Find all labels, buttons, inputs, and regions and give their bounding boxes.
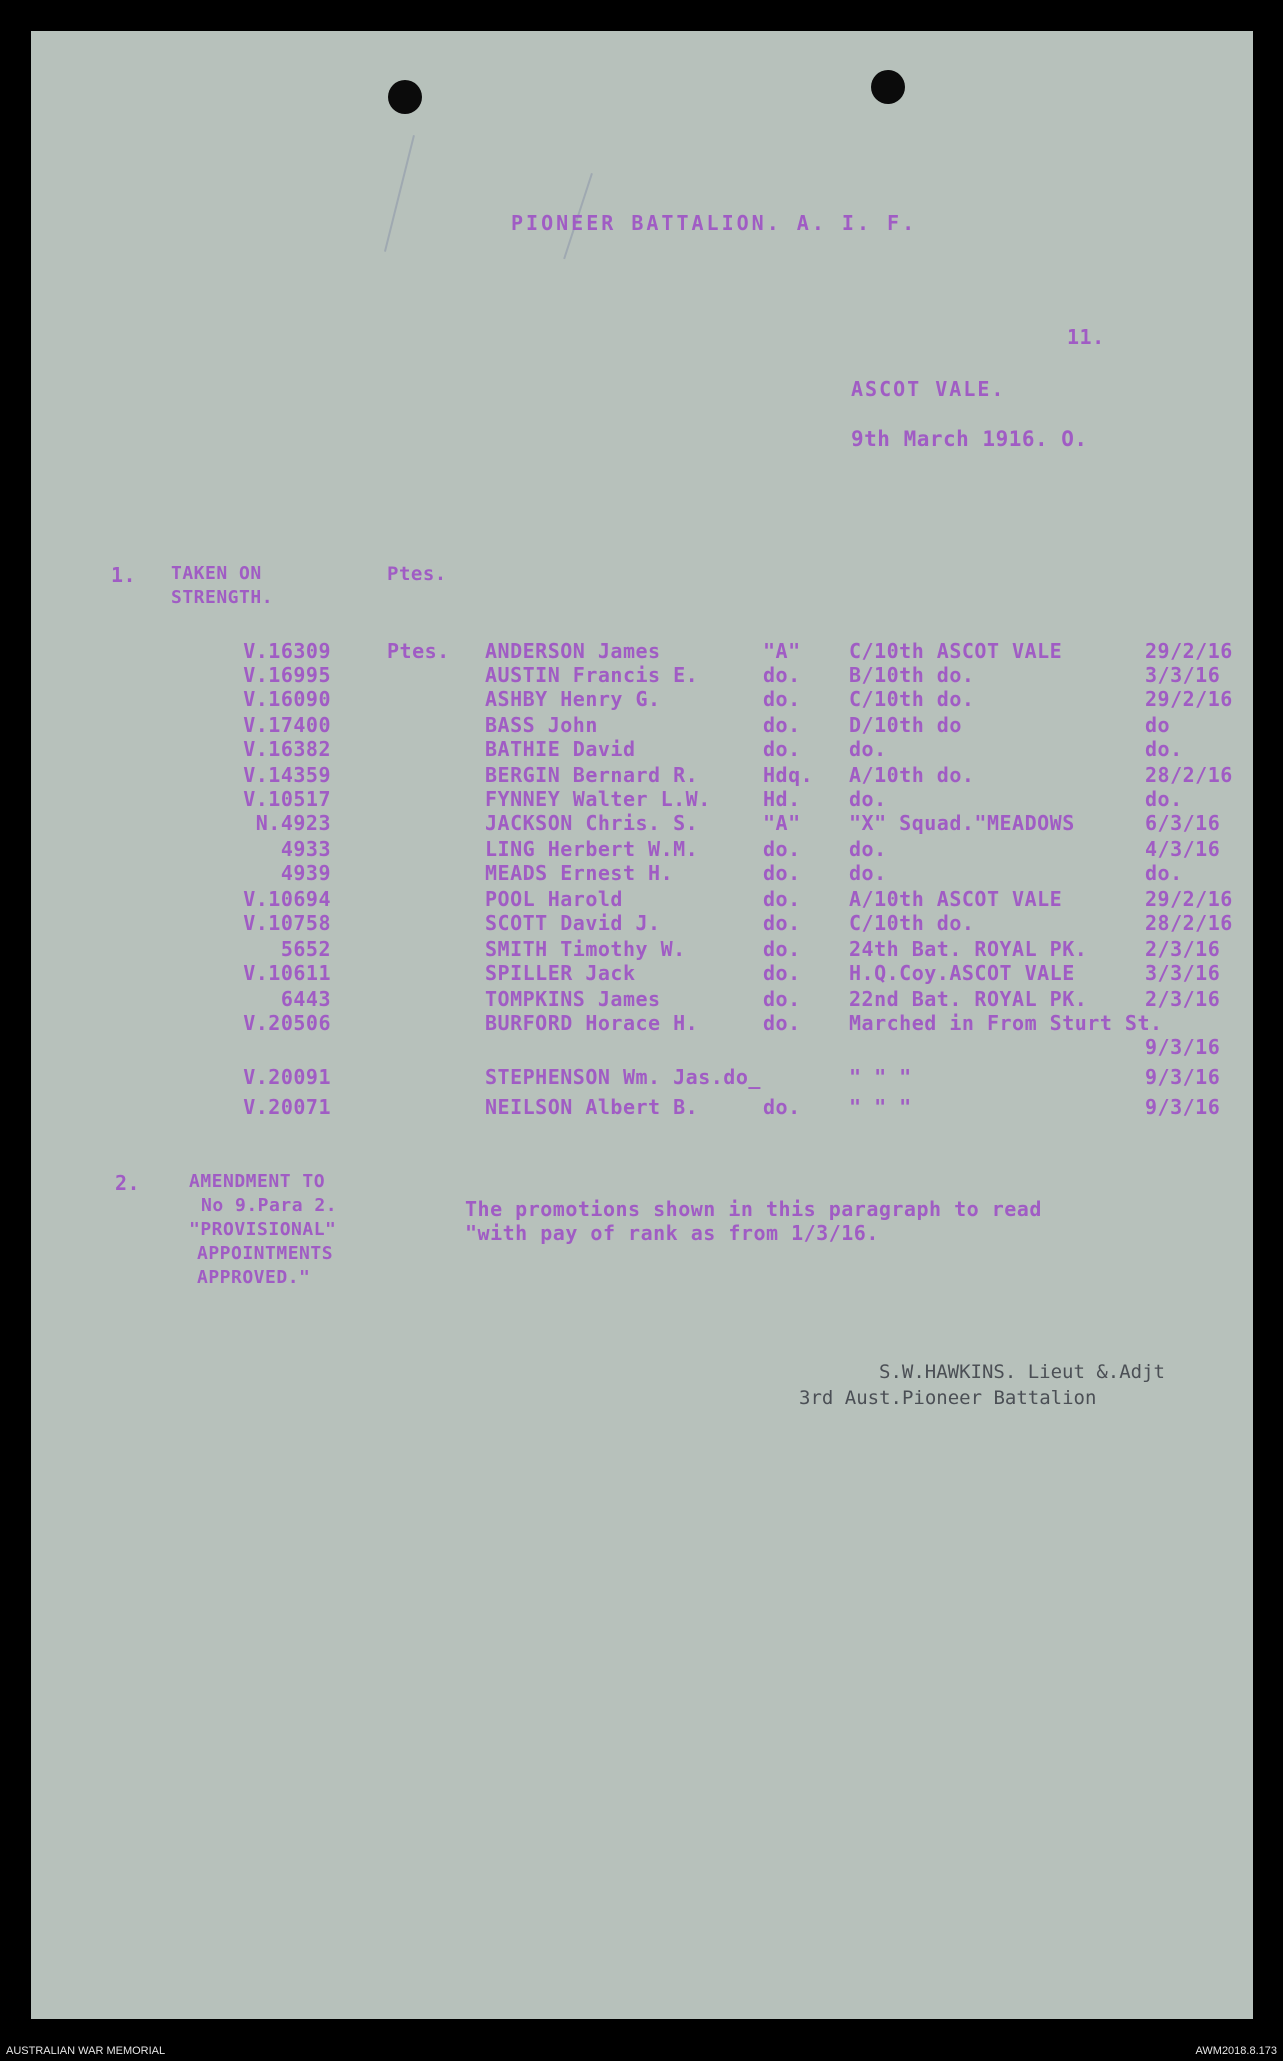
cell-mark: do. <box>763 961 801 985</box>
cell-date: 28/2/16 <box>1145 911 1233 935</box>
cell-date: 28/2/16 <box>1145 763 1233 787</box>
cell-service-number: V.20091 <box>243 1065 331 1089</box>
cell-mark: do. <box>763 911 801 935</box>
cell-unit: B/10th do. <box>849 663 975 687</box>
date: 9th March 1916. O. <box>851 427 1088 451</box>
cell-date: do. <box>1145 787 1183 811</box>
cell-mark: do. <box>763 937 801 961</box>
section2-label-line: APPOINTMENTS <box>197 1243 334 1264</box>
cell-mark: do. <box>763 687 801 711</box>
cell-mark: do. <box>763 837 801 861</box>
cell-service-number: 6443 <box>280 987 331 1011</box>
section1-number: 1. <box>111 563 137 587</box>
cell-mark: do. <box>763 1011 801 1035</box>
cell-date: do. <box>1145 861 1183 885</box>
cell-mark: do. <box>763 887 801 911</box>
table-row <box>31 887 1253 911</box>
table-row <box>31 987 1253 1011</box>
cell-mark: "A" <box>763 639 801 663</box>
cell-unit: do. <box>849 861 887 885</box>
section2-text-line: "with pay of rank as from 1/3/16. <box>465 1221 879 1245</box>
cell-rank: Ptes. <box>387 639 450 663</box>
table-row <box>31 961 1253 985</box>
cell-date: do. <box>1145 737 1183 761</box>
section2-text-line: The promotions shown in this paragraph to read <box>465 1197 1042 1221</box>
section1-label-line1: TAKEN ON <box>171 563 262 584</box>
cell-unit: A/10th do. <box>849 763 975 787</box>
cell-date: 3/3/16 <box>1145 663 1221 687</box>
location: ASCOT VALE. <box>851 377 1006 401</box>
punch-hole-right <box>871 70 905 104</box>
signature-line1: S.W.HAWKINS. Lieut &.Adjt <box>879 1361 1165 1383</box>
cell-mark: "A" <box>763 811 801 835</box>
cell-date: 9/3/16 <box>1145 1095 1221 1119</box>
section2-number: 2. <box>115 1171 141 1195</box>
cell-unit: Marched in From Sturt St. <box>849 1011 1163 1035</box>
cell-date: 2/3/16 <box>1145 937 1221 961</box>
table-row <box>31 861 1253 885</box>
cell-unit: " " " <box>849 1065 912 1089</box>
cell-date: 3/3/16 <box>1145 961 1221 985</box>
cell-service-number: N.4923 <box>255 811 331 835</box>
cell-mark: do. <box>763 1095 801 1119</box>
cell-name: JACKSON Chris. S. <box>485 811 699 835</box>
footer-id: AWM2018.8.173 <box>1195 2045 1277 2057</box>
cell-service-number: V.14359 <box>243 763 331 787</box>
cell-unit: do. <box>849 737 887 761</box>
cell-service-number: V.10611 <box>243 961 331 985</box>
table-row <box>31 687 1253 711</box>
cell-date: 29/2/16 <box>1145 639 1233 663</box>
cell-unit: do. <box>849 837 887 861</box>
section2-label-line: "PROVISIONAL" <box>189 1219 337 1240</box>
table-row <box>31 737 1253 761</box>
cell-mark: do. <box>763 987 801 1011</box>
table-row <box>31 1011 1253 1035</box>
cell-unit: 24th Bat. ROYAL PK. <box>849 937 1088 961</box>
cell-name: NEILSON Albert B. <box>485 1095 699 1119</box>
pencil-mark <box>384 135 415 252</box>
cell-mark: do. <box>763 737 801 761</box>
section2-label-line: AMENDMENT TO <box>189 1171 326 1192</box>
cell-name: BASS John <box>485 713 598 737</box>
cell-name: BATHIE David <box>485 737 636 761</box>
table-row <box>31 787 1253 811</box>
cell-service-number: 4939 <box>280 861 331 885</box>
cell-service-number: V.20506 <box>243 1011 331 1035</box>
page-number: 11. <box>1067 325 1105 349</box>
cell-mark: do. <box>763 861 801 885</box>
cell-mark: do. <box>763 663 801 687</box>
section1-label-line2: STRENGTH. <box>171 587 274 608</box>
table-row <box>31 1065 1253 1089</box>
cell-service-number: V.16382 <box>243 737 331 761</box>
cell-mark: do. <box>763 713 801 737</box>
cell-name: POOL Harold <box>485 887 623 911</box>
cell-name: FYNNEY Walter L.W. <box>485 787 711 811</box>
cell-unit: do. <box>849 787 887 811</box>
cell-name: ASHBY Henry G. <box>485 687 661 711</box>
cell-name: LING Herbert W.M. <box>485 837 699 861</box>
cell-date: 9/3/16 <box>1145 1065 1221 1089</box>
table-row <box>31 639 1253 663</box>
table-row <box>31 937 1253 961</box>
cell-unit: H.Q.Coy.ASCOT VALE <box>849 961 1075 985</box>
cell-service-number: 5652 <box>280 937 331 961</box>
cell-date: do <box>1145 713 1171 737</box>
cell-mark: Hd. <box>763 787 801 811</box>
cell-name: TOMPKINS James <box>485 987 661 1011</box>
cell-service-number: V.20071 <box>243 1095 331 1119</box>
cell-service-number: V.16309 <box>243 639 331 663</box>
cell-date: 29/2/16 <box>1145 687 1233 711</box>
document-page <box>31 31 1253 2019</box>
cell-name: SMITH Timothy W. <box>485 937 686 961</box>
signature-line2: 3rd Aust.Pioneer Battalion <box>799 1387 1097 1409</box>
cell-name: BERGIN Bernard R. <box>485 763 699 787</box>
table-row <box>31 713 1253 737</box>
cell-unit: " " " <box>849 1095 912 1119</box>
cell-service-number: V.17400 <box>243 713 331 737</box>
footer-source: AUSTRALIAN WAR MEMORIAL <box>6 2045 166 2057</box>
punch-hole-left <box>388 80 422 114</box>
page-heading: PIONEER BATTALION. A. I. F. <box>511 211 918 235</box>
cell-service-number: V.16995 <box>243 663 331 687</box>
cell-name: SPILLER Jack <box>485 961 636 985</box>
rank-header: Ptes. <box>387 563 447 585</box>
cell-date: 2/3/16 <box>1145 987 1221 1011</box>
cell-service-number: V.10694 <box>243 887 331 911</box>
cell-unit: C/10th ASCOT VALE <box>849 639 1063 663</box>
cell-name: ANDERSON James <box>485 639 661 663</box>
cell-name: MEADS Ernest H. <box>485 861 674 885</box>
cell-date: 6/3/16 <box>1145 811 1221 835</box>
table-row <box>31 1095 1253 1119</box>
cell-service-number: V.10758 <box>243 911 331 935</box>
table-row <box>31 663 1253 687</box>
cell-unit: C/10th do. <box>849 687 975 711</box>
section2-label-line: APPROVED." <box>197 1267 311 1288</box>
cell-unit: D/10th do <box>849 713 962 737</box>
table-row <box>31 837 1253 861</box>
cell-mark: Hdq. <box>763 763 814 787</box>
cell-service-number: V.16090 <box>243 687 331 711</box>
cell-date: 4/3/16 <box>1145 837 1221 861</box>
cell-name: BURFORD Horace H. <box>485 1011 699 1035</box>
cell-name: AUSTIN Francis E. <box>485 663 699 687</box>
table-row <box>31 1035 1253 1059</box>
table-row <box>31 911 1253 935</box>
cell-unit: 22nd Bat. ROYAL PK. <box>849 987 1088 1011</box>
cell-unit: "X" Squad."MEADOWS <box>849 811 1075 835</box>
table-row <box>31 811 1253 835</box>
cell-name: STEPHENSON Wm. Jas.do_ <box>485 1065 761 1089</box>
cell-unit: C/10th do. <box>849 911 975 935</box>
cell-name: SCOTT David J. <box>485 911 661 935</box>
table-row <box>31 763 1253 787</box>
section2-label-line: No 9.Para 2. <box>201 1195 338 1216</box>
footer-bar <box>0 2019 1283 2061</box>
cell-service-number: V.10517 <box>243 787 331 811</box>
cell-unit: A/10th ASCOT VALE <box>849 887 1063 911</box>
cell-date: 9/3/16 <box>1145 1035 1221 1059</box>
cell-date: 29/2/16 <box>1145 887 1233 911</box>
cell-service-number: 4933 <box>280 837 331 861</box>
